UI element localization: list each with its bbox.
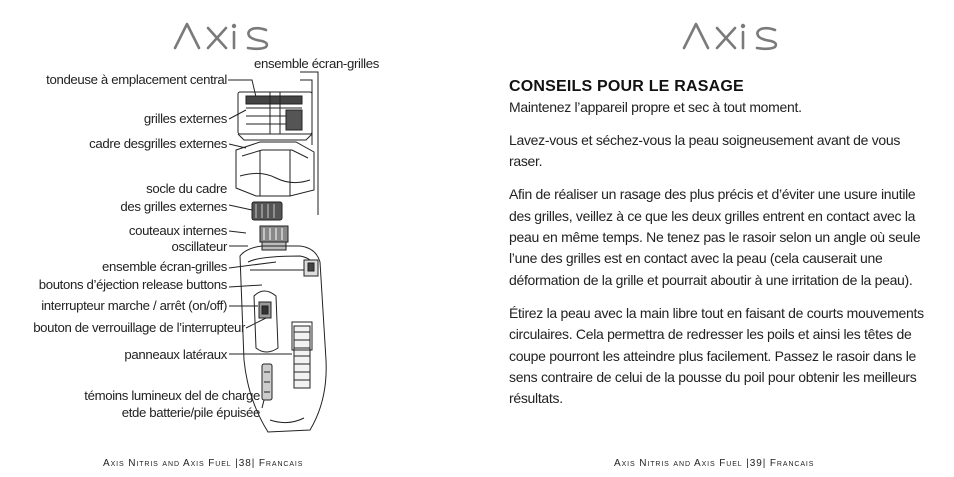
label-center-trimmer: tondeuse à emplacement central (46, 72, 227, 87)
paragraph: Étirez la peau avec la main libre tout en faisant de courts mouvements circulaires. Cela permettra de redresser les poils et ainsi les têtes de coupe pourront les atteindre plus facilement. Passez le rasoir dans le sens contraire de celui de la pousse du poil pour obtenir les meilleurs résultats. (509, 304, 924, 407)
label-screen-assembly: ensemble écran-grilles (102, 259, 227, 274)
axis-logo (681, 18, 801, 52)
footer-page-number: 39 (749, 458, 763, 469)
label-indicators-line2: etde batterie/pile épuisée (121, 405, 260, 420)
footer-left-page: Axis Nitris and Axis Fuel |38| Francais (103, 458, 304, 469)
footer-language: Francais (258, 458, 304, 469)
label-frame-base-line2: des grilles externes (120, 199, 227, 214)
label-release-buttons: boutons d’éjection release buttons (38, 277, 227, 292)
label-lock-button: bouton de verrouillage de l’interrupteur (33, 320, 245, 335)
label-screen-assembly-top: ensemble écran-grilles (254, 56, 379, 71)
section-heading: CONSEILS POUR LE RASAGE (509, 78, 744, 95)
footer-title: Axis Nitris and Axis Fuel (103, 458, 232, 469)
footer-title: Axis Nitris and Axis Fuel (614, 458, 743, 469)
footer-page-number: 38 (238, 458, 252, 469)
paragraph: Lavez-vous et séchez-vous la peau soigneusement avant de vous raser. (509, 131, 901, 170)
paragraph: Afin de réaliser un rasage des plus précis et d’éviter une usure inutile des grilles, veillez à ce que les deux grilles entrent en contact avec la peau en même temps. Ne tenez pas le rasoir selon un angle où seule l’une des grilles est en contact avec la peau (cela causerait une déformation de la grille et pourrait aboutir à une irritation de la peau). (509, 186, 921, 288)
label-power-switch: interrupteur marche / arrêt (on/off) (41, 298, 227, 313)
foil-head-part (238, 92, 312, 140)
footer-language: Francais (769, 458, 815, 469)
label-inner-cutters: couteaux internes (128, 223, 227, 238)
label-indicators-line1: témoins lumineux del de charge (84, 388, 260, 403)
foil-frame-part (236, 142, 314, 196)
label-oscillator: oscillateur (171, 239, 227, 254)
label-frame-base-line1: socle du cadre (146, 181, 227, 196)
right-page (477, 0, 954, 477)
label-outer-foils: grilles externes (143, 111, 227, 126)
label-side-panels: panneaux latéraux (124, 347, 227, 362)
frame-base-part (252, 202, 282, 220)
paragraph: Maintenez l’appareil propre et sec à tout moment. (509, 99, 802, 115)
tips-body (509, 97, 929, 421)
label-foil-frame: cadre desgrilles externes (89, 136, 227, 151)
footer-right-page: Axis Nitris and Axis Fuel |39| Francais (614, 458, 815, 469)
